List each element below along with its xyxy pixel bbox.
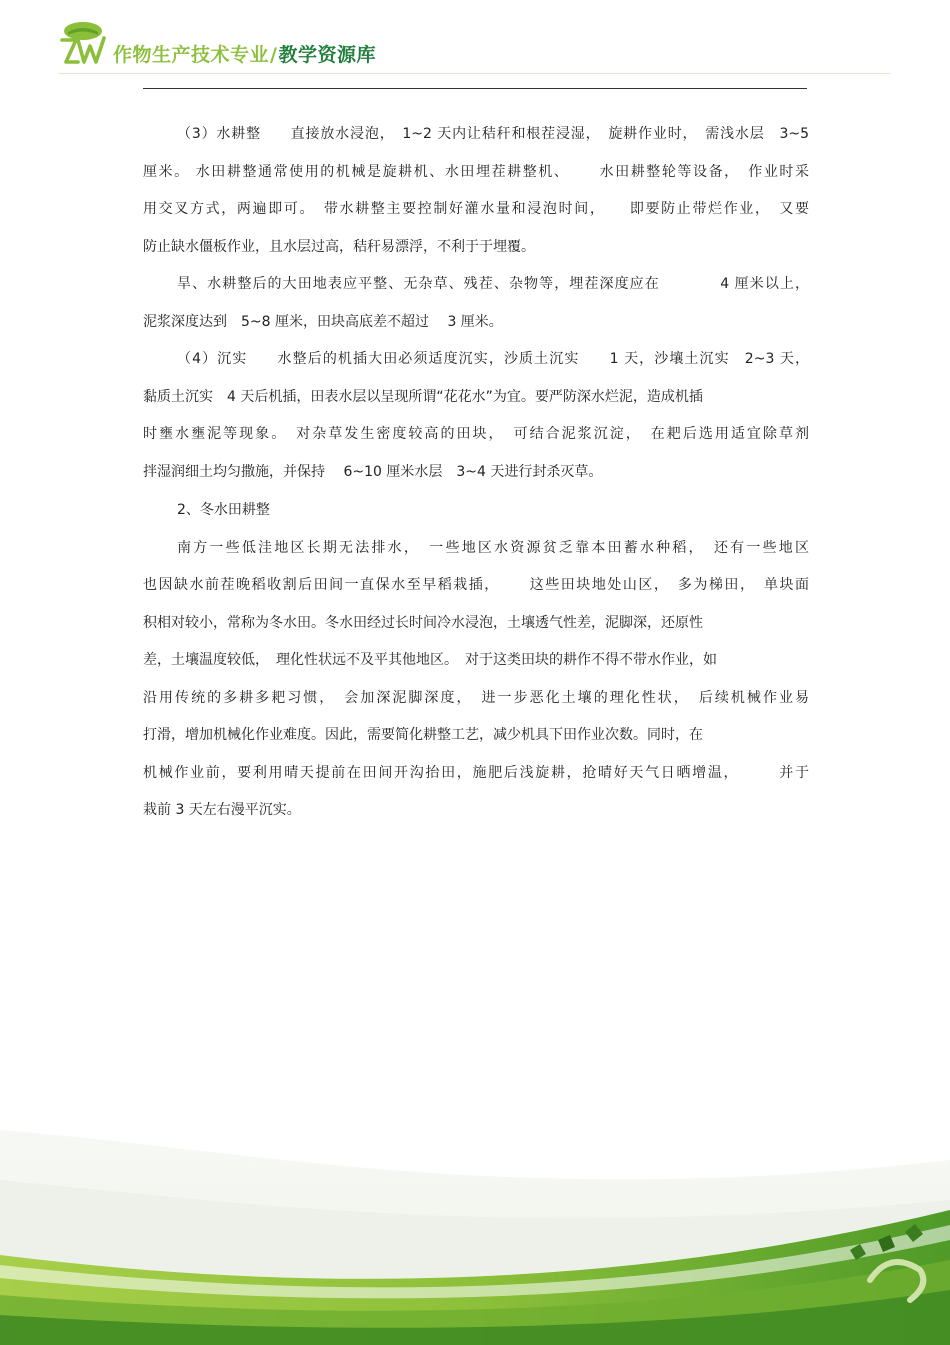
header-major: 作物生产技术专业 bbox=[113, 44, 270, 66]
body-line: 厘米。 水田耕整通常使用的机械是旋耕机、水田埋茬耕整机、 水田耕整轮等设备， 作业时采 bbox=[143, 163, 809, 180]
body-line: 用交叉方式，两遍即可。 带水耕整主要控制好灌水量和浸泡时间， 即要防止带烂作业， 又要 bbox=[143, 201, 809, 217]
header-library: 教学资源库 bbox=[278, 44, 376, 66]
body-line: 积相对较小，常称为冬水田。冬水田经过长时间冷水浸泡，土壤透气性差，泥脚深，还原性 bbox=[143, 614, 703, 631]
document-body bbox=[143, 116, 809, 830]
body-line: 打滑，增加机械化作业难度。因此，需要简化耕整工艺，减少机具下田作业次数。同时，在 bbox=[143, 727, 703, 743]
body-line: 时壅水壅泥等现象。 对杂草发生密度较高的田块， 可结合泥浆沉淀， 在耙后选用适宜除草剂 bbox=[143, 426, 809, 442]
body-line: （4）沉实 水整后的机插大田必须适度沉实，沙质土沉实 1 天，沙壤土沉实 2~3 天， bbox=[177, 351, 809, 367]
header-divider-dark bbox=[143, 88, 807, 89]
body-line: 差，土壤温度较低， 理化性状远不及平其他地区。 对于这类田块的耕作不得不带水作业，如 bbox=[143, 652, 717, 668]
body-line: 防止缺水僵板作业，且水层过高，秸秆易漂浮，不利于于埋覆。 bbox=[143, 238, 535, 255]
body-line: 栽前 3 天左右漫平沉实。 bbox=[143, 802, 301, 818]
body-line: 旱、水耕整后的大田地表应平整、无杂草、残茬、杂物等，埋茬深度应在 4 厘米以上， bbox=[177, 276, 809, 292]
body-line: 黏质土沉实 4 天后机插，田表水层以呈现所谓“花花水”为宜。要严防深水烂泥，造成机插 bbox=[143, 388, 703, 405]
body-line: 泥浆深度达到 5~8 厘米，田块高底差不超过 3 厘米。 bbox=[143, 313, 503, 330]
section-heading: 2、冬水田耕整 bbox=[177, 502, 270, 518]
header-title bbox=[113, 40, 376, 67]
body-line: 机械作业前，要利用晴天提前在田间开沟抬田，施肥后浅旋耕，抢晴好天气日晒增温， 并于 bbox=[143, 764, 809, 781]
body-line: 拌湿润细土均匀撒施，并保持 6~10 厘米水层 3~4 天进行封杀灭草。 bbox=[143, 463, 603, 480]
zw-logo-icon bbox=[58, 20, 108, 68]
body-line: 沿用传统的多耕多耙习惯， 会加深泥脚深度， 进一步恶化土壤的理化性状， 后续机械作业易 bbox=[143, 689, 809, 706]
header-separator: / bbox=[270, 44, 278, 66]
body-line: （3）水耕整 直接放水浸泡， 1~2 天内让秸秆和根茬浸湿， 旋耕作业时， 需浅水层 3~5 bbox=[177, 126, 809, 142]
body-line: 也因缺水前茬晚稻收割后田间一直保水至早稻栽插， 这些田块地处山区， 多为梯田， 单块面 bbox=[143, 577, 809, 593]
footer-swoosh-decoration bbox=[0, 1090, 950, 1345]
body-line: 南方一些低洼地区长期无法排水， 一些地区水资源贫乏靠本田蓄水种稻， 还有一些地区 bbox=[177, 539, 809, 556]
page-header bbox=[0, 0, 950, 90]
header-divider-green bbox=[58, 73, 890, 74]
